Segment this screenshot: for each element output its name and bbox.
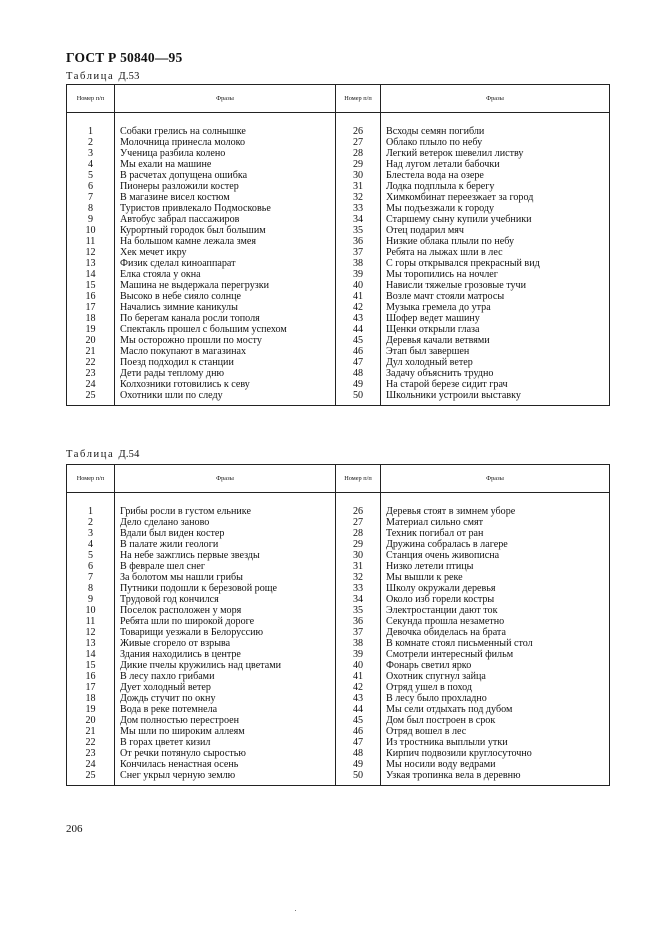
phrase-text: Секунда прошла незаметно xyxy=(381,616,610,627)
phrase-text: Машина не выдержала перегрузки xyxy=(115,280,336,291)
phrase-text: Нависли тяжелые грозовые тучи xyxy=(381,280,610,291)
table-row xyxy=(67,528,610,539)
phrase-text: Задачу объяснить трудно xyxy=(381,368,610,379)
phrase-text: Блестела вода на озере xyxy=(381,170,610,181)
row-number: 3 xyxy=(67,528,115,539)
phrase-text: С горы открывался прекрасный вид xyxy=(381,258,610,269)
table-row xyxy=(67,148,610,159)
table-row xyxy=(67,302,610,313)
document-title: ГОСТ Р 50840—95 xyxy=(66,50,183,65)
row-number: 20 xyxy=(67,335,115,346)
table-row xyxy=(67,113,610,138)
phrase-text: Товарищи уезжали в Белоруссию xyxy=(115,627,336,638)
row-number: 7 xyxy=(67,192,115,203)
table-row xyxy=(67,170,610,181)
page-number: 206 xyxy=(66,823,83,835)
caption-number: Д.54 xyxy=(118,449,140,460)
phrase-text: Вдали был виден костер xyxy=(115,528,336,539)
phrase-text: Мы вышли к реке xyxy=(381,572,610,583)
column-header-number: Номер п/п xyxy=(67,465,115,493)
row-number: 27 xyxy=(336,517,381,528)
row-number: 7 xyxy=(67,572,115,583)
row-number: 24 xyxy=(67,379,115,390)
phrase-text: Снег укрыл черную землю xyxy=(115,770,336,786)
row-number: 16 xyxy=(67,671,115,682)
phrase-text: Шофер ведет машину xyxy=(381,313,610,324)
row-number: 42 xyxy=(336,302,381,313)
phrase-text: Мы носили воду ведрами xyxy=(381,759,610,770)
phrase-text: Над лугом летали бабочки xyxy=(381,159,610,170)
phrase-text: В лесу было прохладно xyxy=(381,693,610,704)
row-number: 26 xyxy=(336,113,381,138)
row-number: 3 xyxy=(67,148,115,159)
phrase-table-53 xyxy=(66,84,610,406)
caption-word: Таблица xyxy=(66,449,115,460)
row-number: 29 xyxy=(336,159,381,170)
table-row xyxy=(67,649,610,660)
row-number: 25 xyxy=(67,390,115,406)
row-number: 36 xyxy=(336,616,381,627)
phrase-text: Дело сделано заново xyxy=(115,517,336,528)
table-row xyxy=(67,214,610,225)
phrase-text: Охотники шли по следу xyxy=(115,390,336,406)
row-number: 40 xyxy=(336,280,381,291)
phrase-text: Физик сделал киноаппарат xyxy=(115,258,336,269)
table-row xyxy=(67,693,610,704)
row-number: 14 xyxy=(67,649,115,660)
row-number: 49 xyxy=(336,379,381,390)
table-row xyxy=(67,539,610,550)
column-header-number: Номер п/п xyxy=(336,85,381,113)
phrase-text: Этап был завершен xyxy=(381,346,610,357)
table-row xyxy=(67,181,610,192)
phrase-text: Узкая тропинка вела в деревню xyxy=(381,770,610,786)
table-row xyxy=(67,748,610,759)
row-number: 30 xyxy=(336,170,381,181)
table-row xyxy=(67,517,610,528)
row-number: 8 xyxy=(67,203,115,214)
phrase-text: Мы подъезжали к городу xyxy=(381,203,610,214)
column-header-number: Номер п/п xyxy=(67,85,115,113)
phrase-text: От речки потянуло сыростью xyxy=(115,748,336,759)
row-number: 19 xyxy=(67,704,115,715)
row-number: 36 xyxy=(336,236,381,247)
table-row xyxy=(67,236,610,247)
table-row xyxy=(67,704,610,715)
phrase-text: Деревья качали ветвями xyxy=(381,335,610,346)
phrase-text: В горах цветет кизил xyxy=(115,737,336,748)
row-number: 24 xyxy=(67,759,115,770)
table-row xyxy=(67,561,610,572)
phrase-text: Низко летели птицы xyxy=(381,561,610,572)
row-number: 16 xyxy=(67,291,115,302)
row-number: 48 xyxy=(336,368,381,379)
caption-word: Таблица xyxy=(66,71,115,82)
row-number: 40 xyxy=(336,660,381,671)
phrase-text: Химкомбинат переезжает за город xyxy=(381,192,610,203)
phrase-text: Старшему сыну купили учебники xyxy=(381,214,610,225)
table-row xyxy=(67,346,610,357)
row-number: 11 xyxy=(67,236,115,247)
row-number: 41 xyxy=(336,291,381,302)
phrase-text: Смотрели интересный фильм xyxy=(381,649,610,660)
row-number: 17 xyxy=(67,302,115,313)
phrase-text: Кирпич подвозили круглосуточно xyxy=(381,748,610,759)
phrase-text: Девочка обиделась на брата xyxy=(381,627,610,638)
row-number: 8 xyxy=(67,583,115,594)
phrase-text: Облако плыло по небу xyxy=(381,137,610,148)
row-number: 26 xyxy=(336,493,381,518)
phrase-text: Возле мачт стояли матросы xyxy=(381,291,610,302)
scan-speck xyxy=(295,910,296,911)
table-row xyxy=(67,493,610,518)
row-number: 39 xyxy=(336,269,381,280)
phrase-text: Из тростника выплыли утки xyxy=(381,737,610,748)
phrase-text: Материал сильно смят xyxy=(381,517,610,528)
row-number: 50 xyxy=(336,770,381,786)
table-row xyxy=(67,605,610,616)
column-header-phrases: Фразы xyxy=(115,85,336,113)
column-header-phrases: Фразы xyxy=(381,85,610,113)
phrase-text: Ребята шли по широкой дороге xyxy=(115,616,336,627)
row-number: 38 xyxy=(336,258,381,269)
table-row xyxy=(67,583,610,594)
row-number: 39 xyxy=(336,649,381,660)
row-number: 1 xyxy=(67,493,115,518)
phrase-text: Отец подарил мяч xyxy=(381,225,610,236)
row-number: 20 xyxy=(67,715,115,726)
table-row xyxy=(67,682,610,693)
table-row xyxy=(67,726,610,737)
row-number: 46 xyxy=(336,346,381,357)
phrase-text: Школьники устроили выставку xyxy=(381,390,610,406)
row-number: 43 xyxy=(336,693,381,704)
table-row xyxy=(67,137,610,148)
row-number: 45 xyxy=(336,335,381,346)
table-53-caption xyxy=(66,71,140,82)
row-number: 23 xyxy=(67,368,115,379)
table-row xyxy=(67,313,610,324)
phrase-text: Молочница принесла молоко xyxy=(115,137,336,148)
table-row xyxy=(67,335,610,346)
table-row xyxy=(67,324,610,335)
table-row xyxy=(67,225,610,236)
phrase-text: Отряд ушел в поход xyxy=(381,682,610,693)
table-row xyxy=(67,280,610,291)
row-number: 38 xyxy=(336,638,381,649)
phrase-text: Отряд вошел в лес xyxy=(381,726,610,737)
table-row xyxy=(67,572,610,583)
row-number: 34 xyxy=(336,214,381,225)
phrase-text: Дом полностью перестроен xyxy=(115,715,336,726)
row-number: 45 xyxy=(336,715,381,726)
table-row xyxy=(67,616,610,627)
row-number: 2 xyxy=(67,517,115,528)
row-number: 22 xyxy=(67,737,115,748)
row-number: 48 xyxy=(336,748,381,759)
phrase-text: Мы осторожно прошли по мосту xyxy=(115,335,336,346)
phrase-text: По берегам канала росли тополя xyxy=(115,313,336,324)
phrase-text: В феврале шел снег xyxy=(115,561,336,572)
row-number: 13 xyxy=(67,258,115,269)
phrase-text: Всходы семян погибли xyxy=(381,113,610,138)
row-number: 21 xyxy=(67,346,115,357)
phrase-text: Дом был построен в срок xyxy=(381,715,610,726)
phrase-text: Дождь стучит по окну xyxy=(115,693,336,704)
caption-number: Д.53 xyxy=(118,71,140,82)
table-row xyxy=(67,594,610,605)
row-number: 4 xyxy=(67,159,115,170)
phrase-text: Техник погибал от ран xyxy=(381,528,610,539)
row-number: 1 xyxy=(67,113,115,138)
row-number: 35 xyxy=(336,605,381,616)
row-number: 44 xyxy=(336,324,381,335)
phrase-text: Высоко в небе сияло солнце xyxy=(115,291,336,302)
row-number: 5 xyxy=(67,170,115,181)
table-row xyxy=(67,258,610,269)
row-number: 14 xyxy=(67,269,115,280)
table-row xyxy=(67,550,610,561)
phrase-text: Собаки грелись на солнышке xyxy=(115,113,336,138)
row-number: 28 xyxy=(336,148,381,159)
row-number: 15 xyxy=(67,660,115,671)
row-number: 37 xyxy=(336,627,381,638)
phrase-text: Дует холодный ветер xyxy=(115,682,336,693)
phrase-text: Мы сели отдыхать под дубом xyxy=(381,704,610,715)
table-row xyxy=(67,715,610,726)
column-header-number: Номер п/п xyxy=(336,465,381,493)
phrase-text: Здания находились в центре xyxy=(115,649,336,660)
row-number: 2 xyxy=(67,137,115,148)
table-header-row xyxy=(67,465,610,493)
phrase-text: Спектакль прошел с большим успехом xyxy=(115,324,336,335)
phrase-text: Дул холодный ветер xyxy=(381,357,610,368)
row-number: 18 xyxy=(67,313,115,324)
phrase-text: Вода в реке потемнела xyxy=(115,704,336,715)
phrase-text: На старой березе сидит грач xyxy=(381,379,610,390)
table-header-row xyxy=(67,85,610,113)
row-number: 21 xyxy=(67,726,115,737)
phrase-text: За болотом мы нашли грибы xyxy=(115,572,336,583)
row-number: 49 xyxy=(336,759,381,770)
phrase-text: Ученица разбила колено xyxy=(115,148,336,159)
phrase-text: Около изб горели костры xyxy=(381,594,610,605)
row-number: 10 xyxy=(67,605,115,616)
column-header-phrases: Фразы xyxy=(115,465,336,493)
phrase-text: Мы торопились на ночлег xyxy=(381,269,610,280)
row-number: 34 xyxy=(336,594,381,605)
phrase-text: В магазине висел костюм xyxy=(115,192,336,203)
phrase-text: Пионеры разложили костер xyxy=(115,181,336,192)
table-row xyxy=(67,368,610,379)
row-number: 33 xyxy=(336,583,381,594)
phrase-text: В комнате стоял письменный стол xyxy=(381,638,610,649)
row-number: 47 xyxy=(336,737,381,748)
table-row xyxy=(67,627,610,638)
table-row xyxy=(67,192,610,203)
row-number: 47 xyxy=(336,357,381,368)
phrase-text: В палате жили геологи xyxy=(115,539,336,550)
phrase-text: Дикие пчелы кружились над цветами xyxy=(115,660,336,671)
row-number: 11 xyxy=(67,616,115,627)
row-number: 50 xyxy=(336,390,381,406)
phrase-text: Дети рады теплому дню xyxy=(115,368,336,379)
phrase-text: Щенки открыли глаза xyxy=(381,324,610,335)
phrase-text: Музыка гремела до утра xyxy=(381,302,610,313)
phrase-text: Живые сгорело от взрыва xyxy=(115,638,336,649)
phrase-text: Путники подошли к березовой роще xyxy=(115,583,336,594)
table-row xyxy=(67,159,610,170)
row-number: 32 xyxy=(336,192,381,203)
row-number: 46 xyxy=(336,726,381,737)
phrase-text: Трудовой год кончился xyxy=(115,594,336,605)
phrase-text: Школу окружали деревья xyxy=(381,583,610,594)
row-number: 37 xyxy=(336,247,381,258)
table-row xyxy=(67,660,610,671)
table-row xyxy=(67,671,610,682)
row-number: 31 xyxy=(336,561,381,572)
row-number: 44 xyxy=(336,704,381,715)
row-number: 4 xyxy=(67,539,115,550)
row-number: 28 xyxy=(336,528,381,539)
row-number: 13 xyxy=(67,638,115,649)
row-number: 10 xyxy=(67,225,115,236)
phrase-text: Туристов привлекало Подмосковье xyxy=(115,203,336,214)
row-number: 9 xyxy=(67,214,115,225)
table-row xyxy=(67,390,610,406)
row-number: 29 xyxy=(336,539,381,550)
phrase-text: Дружина собралась в лагере xyxy=(381,539,610,550)
phrase-text: Мы ехали на машине xyxy=(115,159,336,170)
phrase-text: Охотник спугнул зайца xyxy=(381,671,610,682)
row-number: 5 xyxy=(67,550,115,561)
phrase-text: Хек мечет икру xyxy=(115,247,336,258)
row-number: 6 xyxy=(67,561,115,572)
table-row xyxy=(67,770,610,786)
table-row xyxy=(67,737,610,748)
row-number: 25 xyxy=(67,770,115,786)
phrase-text: Поселок расположен у моря xyxy=(115,605,336,616)
phrase-table-54 xyxy=(66,464,610,786)
row-number: 43 xyxy=(336,313,381,324)
table-54-caption xyxy=(66,449,140,460)
row-number: 42 xyxy=(336,682,381,693)
table-row xyxy=(67,357,610,368)
row-number: 17 xyxy=(67,682,115,693)
row-number: 41 xyxy=(336,671,381,682)
phrase-text: Электростанции дают ток xyxy=(381,605,610,616)
phrase-text: Станция очень живописна xyxy=(381,550,610,561)
row-number: 6 xyxy=(67,181,115,192)
row-number: 19 xyxy=(67,324,115,335)
phrase-text: Колхозники готовились к севу xyxy=(115,379,336,390)
phrase-text: Низкие облака плыли по небу xyxy=(381,236,610,247)
phrase-text: На небе зажглись первые звезды xyxy=(115,550,336,561)
row-number: 9 xyxy=(67,594,115,605)
phrase-text: Автобус забрал пассажиров xyxy=(115,214,336,225)
phrase-text: Легкий ветерок шевелил листву xyxy=(381,148,610,159)
row-number: 31 xyxy=(336,181,381,192)
row-number: 35 xyxy=(336,225,381,236)
row-number: 22 xyxy=(67,357,115,368)
phrase-text: Начались зимние каникулы xyxy=(115,302,336,313)
row-number: 32 xyxy=(336,572,381,583)
table-row xyxy=(67,759,610,770)
phrase-text: Ребята на лыжах шли в лес xyxy=(381,247,610,258)
table-row xyxy=(67,269,610,280)
phrase-text: Поезд подходил к станции xyxy=(115,357,336,368)
table-row xyxy=(67,291,610,302)
table-row xyxy=(67,638,610,649)
row-number: 12 xyxy=(67,627,115,638)
phrase-text: В расчетах допущена ошибка xyxy=(115,170,336,181)
row-number: 33 xyxy=(336,203,381,214)
phrase-text: Деревья стоят в зимнем уборе xyxy=(381,493,610,518)
phrase-text: Елка стояла у окна xyxy=(115,269,336,280)
phrase-text: Масло покупают в магазинах xyxy=(115,346,336,357)
column-header-phrases: Фразы xyxy=(381,465,610,493)
phrase-text: Лодка подплыла к берегу xyxy=(381,181,610,192)
row-number: 18 xyxy=(67,693,115,704)
phrase-text: На большом камне лежала змея xyxy=(115,236,336,247)
phrase-text: Мы шли по широким аллеям xyxy=(115,726,336,737)
phrase-text: Кончилась ненастная осень xyxy=(115,759,336,770)
row-number: 30 xyxy=(336,550,381,561)
table-row xyxy=(67,247,610,258)
phrase-text: В лесу пахло грибами xyxy=(115,671,336,682)
row-number: 15 xyxy=(67,280,115,291)
phrase-text: Грибы росли в густом ельнике xyxy=(115,493,336,518)
table-row xyxy=(67,379,610,390)
phrase-text: Курортный городок был большим xyxy=(115,225,336,236)
row-number: 23 xyxy=(67,748,115,759)
phrase-text: Фонарь светил ярко xyxy=(381,660,610,671)
row-number: 27 xyxy=(336,137,381,148)
row-number: 12 xyxy=(67,247,115,258)
table-row xyxy=(67,203,610,214)
